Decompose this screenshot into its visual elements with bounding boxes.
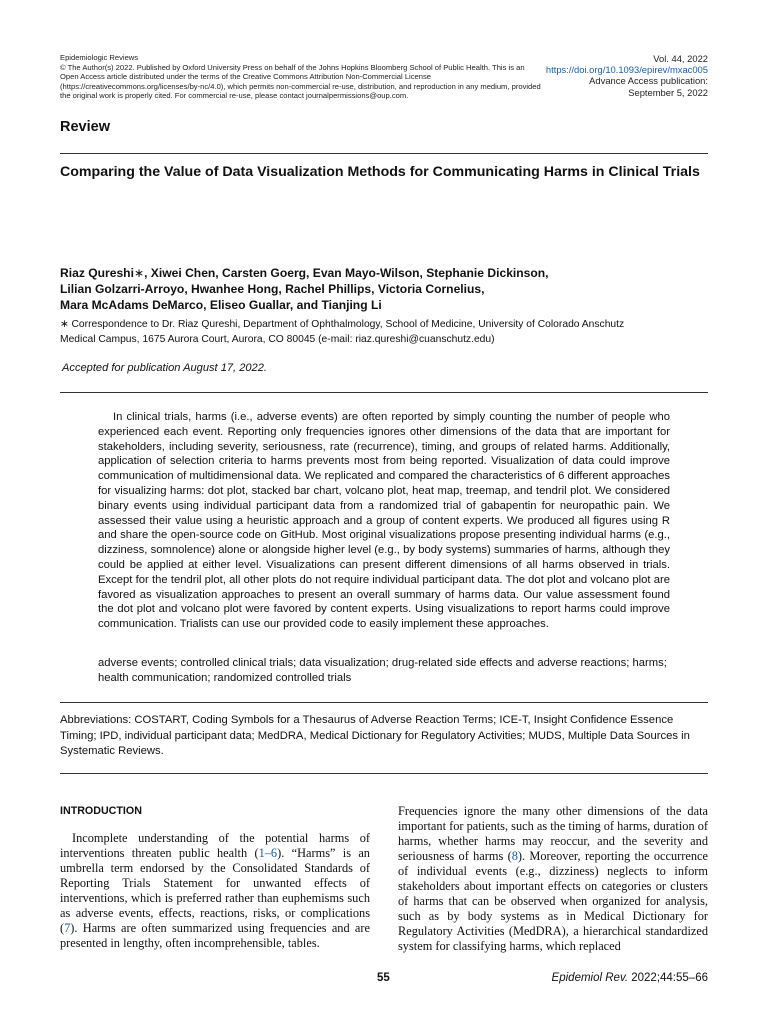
section-heading: INTRODUCTION <box>60 805 142 817</box>
accepted-date: Accepted for publication August 17, 2022. <box>62 362 267 374</box>
citation-link[interactable]: 7 <box>64 920 71 935</box>
body-column-left <box>60 804 370 951</box>
abbreviations: Abbreviations: COSTART, Coding Symbols for a Thesaurus of Adverse Reaction Terms; ICE-T, Insight Confidence Essence Timing; IPD, individual participant data; MedDRA, Medical Dictionary for Regulatory Activities; MUDS, Multiple Data Sources in Systematic Reviews. <box>60 714 690 758</box>
author-list <box>60 266 680 313</box>
text-run: ). Harms are often summarized using frequencies and are presented in lengthy, often incomprehensible, tables. <box>60 920 370 950</box>
citation-link[interactable]: 1–6 <box>258 845 278 860</box>
correspondence-line: Medical Campus, 1675 Aurora Court, Aurora, CO 80045 (e-mail: riaz.qureshi@cuanschutz.edu) <box>60 333 495 345</box>
text-run: ). “Harms” is an umbrella term endorsed by the Consolidated Standards of Reporting Trials Statement for unwanted effects of interventions, which is preferred rather than euphemisms such as adverse events, effects, reactions, risks, or complications ( <box>60 845 370 935</box>
author-line: Mara McAdams DeMarco, Eliseo Guallar, and Tianjing Li <box>60 297 382 312</box>
copyright-line: (https://creativecommons.org/licenses/by-nc/4.0), which permits non-commercial re-use, distribution, and reproduction in any medium, provided <box>60 81 541 91</box>
section-type: Review <box>60 119 110 135</box>
body-paragraph <box>60 831 370 951</box>
footer-citation <box>552 972 708 984</box>
body-column-right <box>398 804 708 954</box>
page-number: 55 <box>377 972 390 984</box>
divider <box>60 702 708 703</box>
divider <box>60 392 708 393</box>
journal-abbrev: Epidemiol Rev. <box>551 972 629 984</box>
text-run: Frequencies ignore the many other dimensions of the data important for patients, such as the timing of harms, duration of harms, whether harms may reoccur, and the severity and seriousness of harms ( <box>398 804 708 863</box>
publication-date: September 5, 2022 <box>628 86 708 98</box>
article-title: Comparing the Value of Data Visualization Methods for Communicating Harms in Clinical Trials <box>60 164 700 180</box>
volume-info: Vol. 44, 2022 <box>653 53 708 64</box>
copyright-line: the original work is properly cited. For commercial re-use, please contact journalpermissions@oup.com. <box>60 91 409 101</box>
copyright-line: Open Access article distributed under the terms of the Creative Commons Attribution Non-Commercial License <box>60 72 431 82</box>
header-publication-info <box>488 53 708 98</box>
citation-details: 2022;44:55–66 <box>628 972 708 984</box>
correspondence <box>60 318 700 348</box>
divider <box>60 773 708 774</box>
text-run: ). Moreover, reporting the occurrence of individual events (e.g., dizziness) neglects to inform stakeholders about important effects on categories or clusters of harms that can be observed when organized for analysis, such as by body systems as in Medical Dictionary for Regulatory Activities (MedDRA), a hierarchical standardized system for classifying harms, which replaced <box>398 848 708 953</box>
advance-access-label: Advance Access publication: <box>589 75 708 87</box>
abstract <box>98 410 670 632</box>
divider <box>60 153 708 154</box>
copyright-line: © The Author(s) 2022. Published by Oxford University Press on behalf of the Johns Hopkins Bloomberg School of Public Health. This is an <box>60 62 525 72</box>
citation-link[interactable]: 8 <box>511 848 518 863</box>
abstract-text: In clinical trials, harms (i.e., adverse events) are often reported by simply counting the number of people who experienced each event. Reporting only frequencies ignores other dimensions of the data that are important for stakeholders, including severity, seriousness, rate (recurrence), timing, and groups of related harms. Additionally, application of selection criteria to harms prevents most from being reported. Visualization of data could improve communication of multidimensional data. We replicated and compared the characteristics of 6 different approaches for visualizing harms: dot plot, stacked bar chart, volcano plot, heat map, treemap, and tendril plot. We considered binary events using individual participant data from a randomized trial of gabapentin for neuropathic pain. We assessed their value using a heuristic approach and a group of content experts. We produced all figures using R and share the open-source code on GitHub. Most original visualizations propose presenting individual harms (e.g., dizziness, somnolence) alone or alongside higher level (e.g., by body systems) summaries of harms, although they could be applied at either level. Visualizations can present different dimensions of all harms observed in trials. Except for the tendril plot, all other plots do not require individual participant data. The dot plot and volcano plot are favored as visualization approaches to present an overall summary of harms data. Our value assessment found the dot plot and volcano plot were favored by content experts. Using visualizations to report harms could improve communication. Trialists can use our provided code to easily implement these approaches. <box>98 411 670 631</box>
author-line: , Xiwei Chen, Carsten Goerg, Evan Mayo-Wilson, Stephanie Dickinson, <box>144 266 549 280</box>
doi-link[interactable]: https://doi.org/10.1093/epirev/mxac005 <box>545 64 708 76</box>
keywords: adverse events; controlled clinical trials; data visualization; drug-related side effects and adverse reactions; harms; health communication; randomized controlled trials <box>98 657 667 684</box>
header-copyright <box>60 53 560 101</box>
author-line: Lilian Golzarri-Arroyo, Hwanhee Hong, Rachel Phillips, Victoria Cornelius, <box>60 281 485 296</box>
body-paragraph <box>398 804 708 954</box>
correspondence-line: ∗ Correspondence to Dr. Riaz Qureshi, Department of Ophthalmology, School of Medicine, University of Colorado Anschutz <box>60 319 625 330</box>
asterisk-marker: ∗ <box>133 266 145 280</box>
corresponding-author: Riaz Qureshi <box>60 266 134 280</box>
journal-name: Epidemiologic Reviews <box>60 53 139 62</box>
text-run: Incomplete understanding of the potential harms of interventions threaten public health ( <box>60 830 370 860</box>
